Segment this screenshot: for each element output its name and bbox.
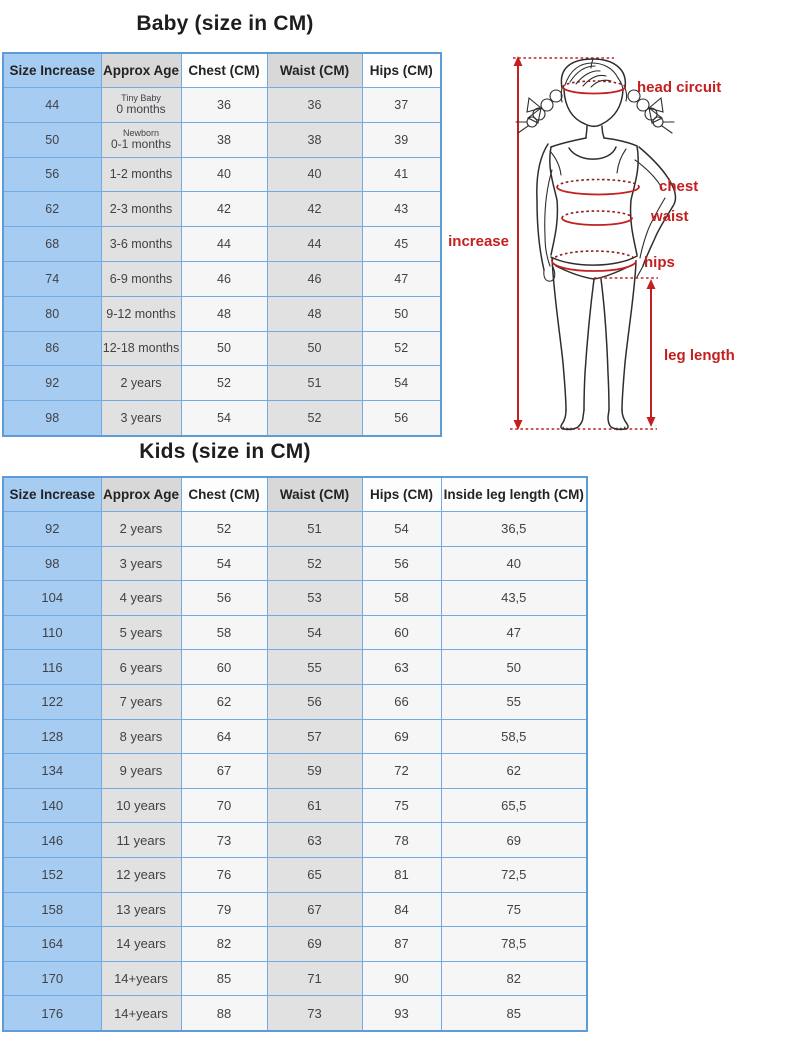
kids-cell-13-3: 71 bbox=[267, 961, 362, 996]
baby-cell-3-2: 42 bbox=[181, 192, 267, 227]
kids-cell-1-0: 98 bbox=[3, 546, 101, 581]
baby-cell-5-1: 6-9 months bbox=[101, 261, 181, 296]
baby-cell-9-3: 52 bbox=[267, 401, 362, 436]
right-braid bbox=[628, 90, 674, 133]
baby-cell-9-4: 56 bbox=[362, 401, 441, 436]
kids-cell-12-1: 14 years bbox=[101, 927, 181, 962]
kids-cell-8-1: 10 years bbox=[101, 788, 181, 823]
kids-row-0 bbox=[3, 512, 587, 547]
kids-table-title: Kids (size in CM) bbox=[139, 440, 311, 463]
measurement-diagram bbox=[444, 48, 794, 443]
kids-row-8 bbox=[3, 788, 587, 823]
baby-size-table bbox=[2, 52, 442, 437]
baby-cell-3-1: 2-3 months bbox=[101, 192, 181, 227]
kids-cell-14-3: 73 bbox=[267, 996, 362, 1031]
baby-row-4 bbox=[3, 227, 441, 262]
baby-row-5 bbox=[3, 261, 441, 296]
kids-cell-5-2: 62 bbox=[181, 684, 267, 719]
kids-cell-4-5: 50 bbox=[441, 650, 587, 685]
baby-row-0 bbox=[3, 88, 441, 123]
kids-cell-4-1: 6 years bbox=[101, 650, 181, 685]
kids-cell-10-1: 12 years bbox=[101, 857, 181, 892]
kids-cell-0-4: 54 bbox=[362, 512, 441, 547]
kids-row-4 bbox=[3, 650, 587, 685]
kids-cell-14-5: 85 bbox=[441, 996, 587, 1031]
baby-cell-2-2: 40 bbox=[181, 157, 267, 192]
baby-cell-0-0: 44 bbox=[3, 88, 101, 123]
baby-cell-1-1: Newborn 0-1 months bbox=[101, 122, 181, 157]
baby-row-7 bbox=[3, 331, 441, 366]
kids-cell-3-5: 47 bbox=[441, 615, 587, 650]
baby-row-2 bbox=[3, 157, 441, 192]
baby-cell-3-4: 43 bbox=[362, 192, 441, 227]
kids-cell-10-0: 152 bbox=[3, 857, 101, 892]
kids-cell-3-4: 60 bbox=[362, 615, 441, 650]
baby-cell-8-0: 92 bbox=[3, 366, 101, 401]
baby-header-4: Hips (CM) bbox=[362, 53, 441, 88]
baby-cell-4-2: 44 bbox=[181, 227, 267, 262]
kids-row-1 bbox=[3, 546, 587, 581]
baby-cell-4-3: 44 bbox=[267, 227, 362, 262]
kids-cell-13-2: 85 bbox=[181, 961, 267, 996]
baby-cell-0-4: 37 bbox=[362, 88, 441, 123]
kids-cell-9-2: 73 bbox=[181, 823, 267, 858]
kids-cell-12-5: 78,5 bbox=[441, 927, 587, 962]
kids-cell-4-2: 60 bbox=[181, 650, 267, 685]
kids-cell-12-3: 69 bbox=[267, 927, 362, 962]
baby-row-6 bbox=[3, 296, 441, 331]
kids-cell-7-1: 9 years bbox=[101, 754, 181, 789]
baby-cell-4-1: 3-6 months bbox=[101, 227, 181, 262]
baby-cell-0-3: 36 bbox=[267, 88, 362, 123]
kids-row-10 bbox=[3, 857, 587, 892]
kids-cell-0-0: 92 bbox=[3, 512, 101, 547]
kids-cell-2-3: 53 bbox=[267, 581, 362, 616]
kids-header-2: Chest (CM) bbox=[181, 477, 267, 512]
kids-row-14 bbox=[3, 996, 587, 1031]
left-braid bbox=[516, 90, 562, 133]
kids-cell-8-5: 65,5 bbox=[441, 788, 587, 823]
baby-cell-4-4: 45 bbox=[362, 227, 441, 262]
baby-cell-7-2: 50 bbox=[181, 331, 267, 366]
kids-cell-6-3: 57 bbox=[267, 719, 362, 754]
kids-cell-11-2: 79 bbox=[181, 892, 267, 927]
baby-cell-6-4: 50 bbox=[362, 296, 441, 331]
baby-cell-5-4: 47 bbox=[362, 261, 441, 296]
kids-cell-11-5: 75 bbox=[441, 892, 587, 927]
kids-cell-7-2: 67 bbox=[181, 754, 267, 789]
kids-cell-14-1: 14+years bbox=[101, 996, 181, 1031]
kids-row-13 bbox=[3, 961, 587, 996]
kids-cell-9-3: 63 bbox=[267, 823, 362, 858]
kids-cell-4-0: 116 bbox=[3, 650, 101, 685]
kids-cell-0-5: 36,5 bbox=[441, 512, 587, 547]
head-circuit-label: head circuit bbox=[637, 79, 722, 96]
kids-cell-13-1: 14+years bbox=[101, 961, 181, 996]
kids-cell-11-1: 13 years bbox=[101, 892, 181, 927]
kids-cell-6-0: 128 bbox=[3, 719, 101, 754]
kids-row-5 bbox=[3, 684, 587, 719]
baby-cell-3-3: 42 bbox=[267, 192, 362, 227]
baby-cell-8-4: 54 bbox=[362, 366, 441, 401]
kids-cell-11-4: 84 bbox=[362, 892, 441, 927]
baby-cell-6-1: 9-12 months bbox=[101, 296, 181, 331]
kids-row-2 bbox=[3, 581, 587, 616]
kids-row-11 bbox=[3, 892, 587, 927]
kids-cell-9-0: 146 bbox=[3, 823, 101, 858]
kids-row-9 bbox=[3, 823, 587, 858]
baby-cell-7-1: 12-18 months bbox=[101, 331, 181, 366]
kids-row-12 bbox=[3, 927, 587, 962]
kids-cell-8-4: 75 bbox=[362, 788, 441, 823]
baby-cell-1-4: 39 bbox=[362, 122, 441, 157]
baby-header-1: Approx Age bbox=[101, 53, 181, 88]
kids-row-3 bbox=[3, 615, 587, 650]
kids-cell-1-5: 40 bbox=[441, 546, 587, 581]
kids-cell-3-3: 54 bbox=[267, 615, 362, 650]
waist-label: waist bbox=[651, 208, 689, 225]
kids-cell-4-4: 63 bbox=[362, 650, 441, 685]
kids-cell-14-4: 93 bbox=[362, 996, 441, 1031]
kids-cell-0-1: 2 years bbox=[101, 512, 181, 547]
kids-size-table bbox=[2, 476, 588, 1032]
kids-row-6 bbox=[3, 719, 587, 754]
kids-cell-10-2: 76 bbox=[181, 857, 267, 892]
kids-cell-3-2: 58 bbox=[181, 615, 267, 650]
baby-cell-7-0: 86 bbox=[3, 331, 101, 366]
kids-cell-1-3: 52 bbox=[267, 546, 362, 581]
head-circuit-ellipse bbox=[563, 81, 625, 93]
kids-cell-4-3: 55 bbox=[267, 650, 362, 685]
baby-cell-9-0: 98 bbox=[3, 401, 101, 436]
baby-cell-3-0: 62 bbox=[3, 192, 101, 227]
kids-cell-0-3: 51 bbox=[267, 512, 362, 547]
baby-row-9 bbox=[3, 401, 441, 436]
baby-header-0: Size Increase bbox=[3, 53, 101, 88]
baby-cell-1-0: 50 bbox=[3, 122, 101, 157]
kids-cell-0-2: 52 bbox=[181, 512, 267, 547]
kids-cell-2-2: 56 bbox=[181, 581, 267, 616]
baby-cell-9-1: 3 years bbox=[101, 401, 181, 436]
baby-cell-4-0: 68 bbox=[3, 227, 101, 262]
kids-header-4: Hips (CM) bbox=[362, 477, 441, 512]
waist-ellipse bbox=[562, 211, 632, 225]
kids-cell-12-2: 82 bbox=[181, 927, 267, 962]
kids-cell-2-0: 104 bbox=[3, 581, 101, 616]
baby-header-2: Chest (CM) bbox=[181, 53, 267, 88]
kids-cell-5-1: 7 years bbox=[101, 684, 181, 719]
baby-row-1 bbox=[3, 122, 441, 157]
baby-cell-7-3: 50 bbox=[267, 331, 362, 366]
baby-cell-6-0: 80 bbox=[3, 296, 101, 331]
kids-cell-6-4: 69 bbox=[362, 719, 441, 754]
baby-cell-7-4: 52 bbox=[362, 331, 441, 366]
kids-header-3: Waist (CM) bbox=[267, 477, 362, 512]
baby-cell-5-2: 46 bbox=[181, 261, 267, 296]
baby-row-3 bbox=[3, 192, 441, 227]
baby-header-3: Waist (CM) bbox=[267, 53, 362, 88]
kids-cell-7-5: 62 bbox=[441, 754, 587, 789]
kids-cell-14-0: 176 bbox=[3, 996, 101, 1031]
kids-cell-1-2: 54 bbox=[181, 546, 267, 581]
kids-cell-10-4: 81 bbox=[362, 857, 441, 892]
baby-cell-2-0: 56 bbox=[3, 157, 101, 192]
kids-cell-1-1: 3 years bbox=[101, 546, 181, 581]
kids-cell-7-3: 59 bbox=[267, 754, 362, 789]
kids-cell-14-2: 88 bbox=[181, 996, 267, 1031]
kids-cell-2-1: 4 years bbox=[101, 581, 181, 616]
baby-cell-8-3: 51 bbox=[267, 366, 362, 401]
kids-cell-7-4: 72 bbox=[362, 754, 441, 789]
kids-cell-9-4: 78 bbox=[362, 823, 441, 858]
kids-cell-5-0: 122 bbox=[3, 684, 101, 719]
hips-label: hips bbox=[644, 254, 675, 271]
girl-measurement-illustration bbox=[444, 48, 794, 443]
baby-cell-6-3: 48 bbox=[267, 296, 362, 331]
kids-header-0: Size Increase bbox=[3, 477, 101, 512]
kids-cell-13-5: 82 bbox=[441, 961, 587, 996]
kids-cell-5-5: 55 bbox=[441, 684, 587, 719]
baby-cell-2-4: 41 bbox=[362, 157, 441, 192]
kids-cell-3-0: 110 bbox=[3, 615, 101, 650]
kids-cell-8-0: 140 bbox=[3, 788, 101, 823]
baby-cell-0-2: 36 bbox=[181, 88, 267, 123]
kids-cell-1-4: 56 bbox=[362, 546, 441, 581]
baby-cell-9-2: 54 bbox=[181, 401, 267, 436]
kids-cell-5-3: 56 bbox=[267, 684, 362, 719]
kids-header-5: Inside leg length (CM) bbox=[441, 477, 587, 512]
kids-cell-7-0: 134 bbox=[3, 754, 101, 789]
kids-header-row bbox=[3, 477, 587, 512]
kids-cell-13-4: 90 bbox=[362, 961, 441, 996]
baby-cell-0-1: Tiny Baby 0 months bbox=[101, 88, 181, 123]
baby-header-row bbox=[3, 53, 441, 88]
kids-cell-10-5: 72,5 bbox=[441, 857, 587, 892]
chest-label: chest bbox=[659, 178, 699, 195]
chest-ellipse bbox=[557, 180, 639, 195]
kids-cell-6-5: 58,5 bbox=[441, 719, 587, 754]
baby-table-title: Baby (size in CM) bbox=[136, 12, 314, 35]
kids-cell-5-4: 66 bbox=[362, 684, 441, 719]
baby-cell-2-3: 40 bbox=[267, 157, 362, 192]
baby-cell-8-1: 2 years bbox=[101, 366, 181, 401]
kids-cell-6-2: 64 bbox=[181, 719, 267, 754]
kids-row-7 bbox=[3, 754, 587, 789]
baby-cell-5-0: 74 bbox=[3, 261, 101, 296]
baby-row-8 bbox=[3, 366, 441, 401]
baby-cell-8-2: 52 bbox=[181, 366, 267, 401]
baby-cell-5-3: 46 bbox=[267, 261, 362, 296]
kids-header-1: Approx Age bbox=[101, 477, 181, 512]
increase-label: increase bbox=[448, 233, 509, 250]
kids-cell-12-4: 87 bbox=[362, 927, 441, 962]
kids-cell-13-0: 170 bbox=[3, 961, 101, 996]
kids-cell-2-5: 43,5 bbox=[441, 581, 587, 616]
kids-cell-9-5: 69 bbox=[441, 823, 587, 858]
kids-cell-12-0: 164 bbox=[3, 927, 101, 962]
kids-cell-6-1: 8 years bbox=[101, 719, 181, 754]
kids-cell-8-3: 61 bbox=[267, 788, 362, 823]
baby-cell-2-1: 1-2 months bbox=[101, 157, 181, 192]
baby-cell-6-2: 48 bbox=[181, 296, 267, 331]
kids-cell-10-3: 65 bbox=[267, 857, 362, 892]
baby-cell-1-3: 38 bbox=[267, 122, 362, 157]
leg-length-label: leg length bbox=[664, 347, 735, 364]
kids-cell-2-4: 58 bbox=[362, 581, 441, 616]
kids-cell-8-2: 70 bbox=[181, 788, 267, 823]
kids-cell-9-1: 11 years bbox=[101, 823, 181, 858]
kids-cell-11-0: 158 bbox=[3, 892, 101, 927]
baby-cell-1-2: 38 bbox=[181, 122, 267, 157]
kids-cell-11-3: 67 bbox=[267, 892, 362, 927]
kids-cell-3-1: 5 years bbox=[101, 615, 181, 650]
